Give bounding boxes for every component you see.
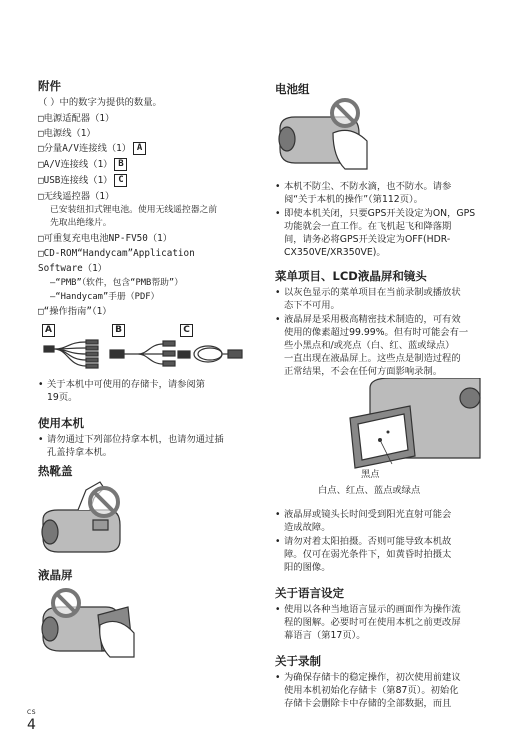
lens-line-5: 阳的图像。 xyxy=(284,562,331,573)
using-line-2: 孔盖持拿本机。 xyxy=(47,447,113,458)
prohibited-icon xyxy=(90,488,118,516)
accessories-intro: （ ）中的数字为提供的数量。 xyxy=(38,97,162,108)
using-heading: 使用本机 xyxy=(38,416,84,430)
cable-label-a: A xyxy=(42,324,55,337)
language-line-1: • 使用以各种当地语言显示的画面作为操作流 xyxy=(284,603,461,616)
item-av-cable: □A/V连接线（1） B xyxy=(38,158,127,171)
prohibited-icon xyxy=(332,100,358,126)
language-heading: 关于语言设定 xyxy=(275,586,344,600)
storage-note-line-2: 19页。 xyxy=(47,392,78,403)
using-line-1: • 请勿通过下列部位持拿本机，也请勿通过插 xyxy=(47,433,224,446)
lens-line-3: • 请勿对着太阳拍摄。否则可能导致本机故 xyxy=(284,535,451,548)
cable-label-b: B xyxy=(112,324,125,337)
battery-line-1: • 本机不防尘、不防水滴，也不防水。请参 xyxy=(284,180,451,193)
language-line-2: 程的图解。必要时可在使用本机之前更改屏 xyxy=(284,617,461,628)
battery-illustration xyxy=(275,97,370,175)
component-cable-icon xyxy=(44,340,98,368)
item-battery: □可重复充电电池NP-FV50（1） xyxy=(38,233,173,244)
box-label-a: A xyxy=(133,142,146,155)
prohibited-icon xyxy=(53,590,79,616)
shoe-cover-heading: 热靴盖 xyxy=(38,464,73,478)
item-pmb: –“PMB”（软件，包含“PMB帮助”） xyxy=(50,278,184,288)
menu-line-2: 态下不可用。 xyxy=(284,300,340,311)
menu-lcd-lens-heading: 菜单项目、LCD液晶屏和镜头 xyxy=(275,269,427,283)
item-cdrom-2: Software（1） xyxy=(38,263,107,274)
recording-line-1: • 为确保存储卡的稳定操作，初次使用前建议 xyxy=(284,671,461,684)
usb-cable-icon xyxy=(178,346,242,362)
menu-line-3: • 液晶屏是采用极高精密技术制造的，可有效 xyxy=(284,313,461,326)
item-ac-adapter: □电源适配器（1） xyxy=(38,113,115,124)
item-cdrom-1: □CD-ROM“Handycam”Application xyxy=(38,248,195,259)
menu-line-1: • 以灰色显示的菜单项目在当前录制或播放状 xyxy=(284,286,461,299)
page-number: 4 xyxy=(27,717,36,733)
box-label-c: C xyxy=(114,174,127,187)
cable-label-c: C xyxy=(180,324,193,337)
menu-line-5: 些小黑点和/或亮点（白、红、蓝或绿点） xyxy=(284,340,455,351)
menu-line-4: 使用的像素超过99.99%。但有时可能会有一 xyxy=(284,327,469,338)
lens-line-1: • 液晶屏或镜头长时间受到阳光直射可能会 xyxy=(284,508,451,521)
battery-heading: 电池组 xyxy=(275,82,310,96)
menu-line-6: 一直出现在液晶屏上。这些点是制造过程的 xyxy=(284,353,461,364)
battery-line-4: 功能就会一直工作。在飞机起飞和降落期 xyxy=(284,221,452,232)
lcd-dots-illustration xyxy=(340,378,490,476)
lens-line-4: 障。仅可在弱光条件下，如黄昏时拍摄太 xyxy=(284,549,452,560)
battery-line-3: • 即使本机关闭，只要GPS开关设定为ON，GPS xyxy=(284,207,475,220)
cables-illustration xyxy=(38,338,248,370)
lcd-screen-illustration xyxy=(38,585,138,663)
lens-line-2: 造成故障。 xyxy=(284,522,331,533)
remote-note-1: 已安装纽扣式锂电池。使用无线遥控器之前 xyxy=(50,205,218,215)
menu-line-7: 正常结果，不会在任何方面影响录制。 xyxy=(284,366,443,377)
item-usb-cable: □USB连接线（1） C xyxy=(38,174,127,187)
item-power-cord: □电源线（1） xyxy=(38,128,96,139)
remote-note-2: 先取出绝缘片。 xyxy=(50,218,112,228)
box-label-b: B xyxy=(114,158,127,171)
recording-heading: 关于录制 xyxy=(275,654,321,668)
lcd-heading: 液晶屏 xyxy=(38,568,73,582)
language-line-3: 幕语言（第17页）。 xyxy=(284,630,366,641)
language-code: CS xyxy=(27,709,36,716)
recording-line-2: 使用本机初始化存储卡（第87页）。初始化 xyxy=(284,685,459,696)
battery-line-2: 阅“关于本机的操作”（第112页）。 xyxy=(284,194,423,205)
battery-line-6: CX350VE/XR350VE)。 xyxy=(284,247,386,258)
black-dot-label: 黑点 xyxy=(361,469,380,480)
item-remote: □无线遥控器（1） xyxy=(38,191,115,202)
item-component-cable: □分量A/V连接线（1） A xyxy=(38,142,146,155)
accessories-heading: 附件 xyxy=(38,79,61,93)
item-guide: □“操作指南”（1） xyxy=(38,306,112,317)
av-cable-icon xyxy=(110,341,175,366)
dots-caption: 白点、红点、蓝点或绿点 xyxy=(318,485,421,496)
storage-note-line-1: • 关于本机中可使用的存储卡，请参阅第 xyxy=(47,378,205,391)
recording-line-3: 存储卡会删除卡中存储的全部数据，而且 xyxy=(284,698,452,709)
item-handbook: –“Handycam”手册（PDF） xyxy=(50,292,160,302)
battery-line-5: 间，请务必将GPS开关设定为OFF(HDR- xyxy=(284,234,451,245)
shoe-cover-illustration xyxy=(38,480,128,558)
